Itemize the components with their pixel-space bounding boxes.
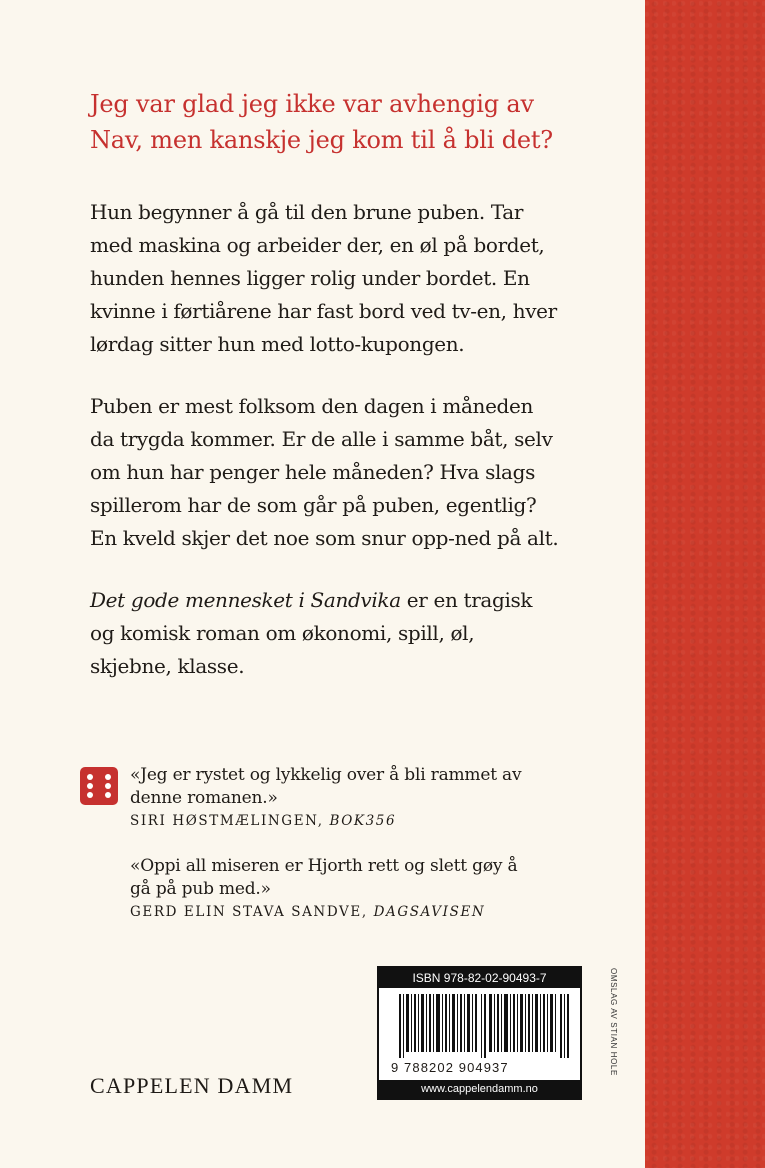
- reviewer-name: SIRI HØSTMÆLINGEN,: [130, 813, 330, 829]
- book-title: Det gode mennesket i Sandvika: [90, 588, 401, 612]
- blurb-closing: [90, 584, 560, 683]
- isbn-barcode: [377, 966, 582, 1100]
- dice-icon: [80, 767, 118, 805]
- quote-attribution: [130, 813, 542, 829]
- quote-text: «Jeg er rystet og lykkelig over å bli rammet av denne romanen.»: [130, 765, 522, 808]
- barcode-icon: [399, 994, 569, 1058]
- quote-text: «Oppi all miseren er Hjorth rett og slett gøy å gå på pub med.»: [130, 856, 518, 899]
- review-quote-2: [82, 855, 542, 920]
- reviewer-name: GERD ELIN STAVA SANDVE,: [130, 904, 374, 920]
- cover-credit: OMSLAG AV STIAN HOLE: [609, 968, 618, 1076]
- barcode-digits: 9 788202 904937: [391, 1060, 509, 1075]
- back-cover-text: [90, 86, 560, 712]
- blurb-paragraph-2: Puben er mest folksom den dagen i måneden da trygda kommer. Er de alle i samme båt, selv om hun har penger hele måneden? Hva slags spillerom har de som går på puben, egentlig? En kveld skjer det noe som snur opp-ned på alt.: [90, 394, 559, 550]
- closing-text: er en tragisk og komisk roman om økonomi, spill, øl, skjebne, klasse.: [90, 588, 533, 678]
- quote-attribution: [130, 904, 542, 920]
- review-quote-1: [82, 764, 542, 829]
- review-source: BOK356: [329, 813, 397, 829]
- publisher-website: www.cappelendamm.no: [379, 1080, 580, 1098]
- publisher-logo: CAPPELEN DAMM: [90, 1073, 294, 1098]
- isbn-label: ISBN 978-82-02-90493-7: [379, 968, 580, 988]
- review-source: DAGSAVISEN: [373, 904, 486, 920]
- teaser-quote: Jeg var glad jeg ikke var avhengig av Nav, men kanskje jeg kom til å bli det?: [90, 90, 553, 154]
- blurb-paragraph-1: Hun begynner å gå til den brune puben. Tar med maskina og arbeider der, en øl på bordet, hunden hennes ligger rolig under bordet. En kvinne i førtiårene har fast bord ved tv-en, hver lørdag sitter hun med lotto-kupongen.: [90, 200, 557, 356]
- red-spine-panel: [645, 0, 765, 1168]
